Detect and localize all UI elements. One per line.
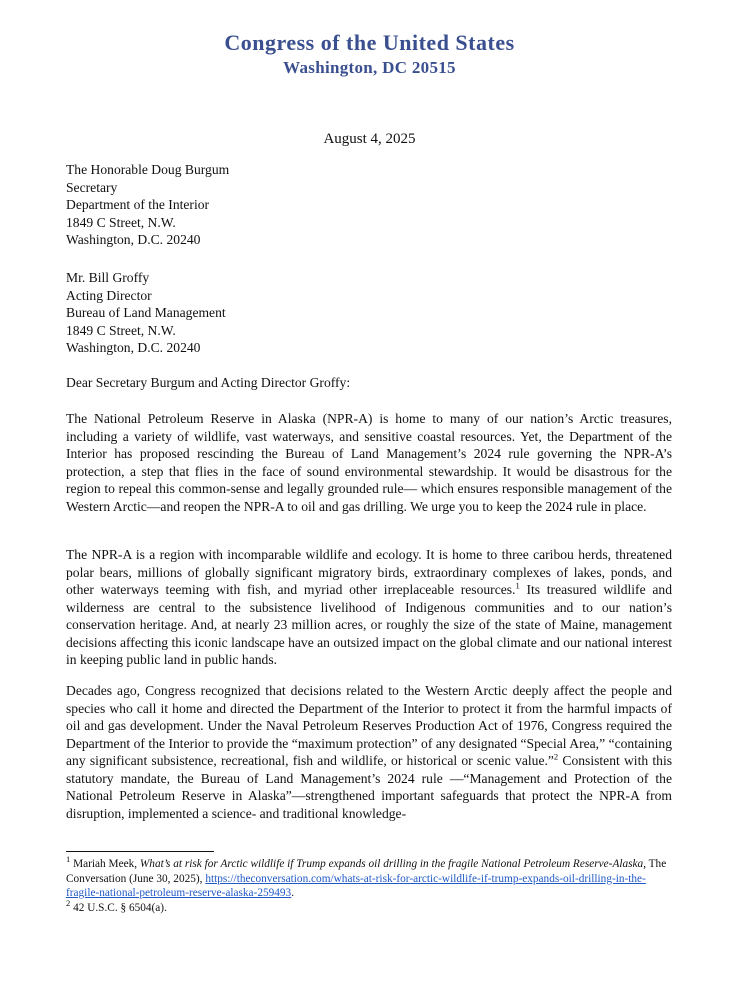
recipient-address-1 bbox=[66, 161, 229, 249]
salutation: Dear Secretary Burgum and Acting Director Groffy: bbox=[66, 375, 351, 390]
footnote-divider bbox=[66, 851, 214, 852]
address-line: 1849 C Street, N.W. bbox=[66, 322, 176, 338]
footnote-number: 1 bbox=[66, 854, 71, 865]
address-line: Mr. Bill Groffy bbox=[66, 270, 150, 285]
address-line: Washington, D.C. 20240 bbox=[66, 340, 201, 355]
footnotes bbox=[66, 854, 676, 915]
letter-date: August 4, 2025 bbox=[323, 131, 416, 147]
footnote-number: 2 bbox=[66, 897, 71, 908]
body-paragraph-3 bbox=[66, 682, 672, 822]
footnote-link[interactable]: https://theconversation.com/whats-at-risk-for-arctic-wildlife-if-trump-expands-oil-drilling-in-the-fragile-national-petroleum-reserve-alaska-259493 bbox=[66, 872, 646, 899]
footnote-text: 42 U.S.C. § 6504(a). bbox=[70, 901, 167, 914]
footnote-source: , The Conversation (June 30, 2025), bbox=[66, 858, 667, 885]
address-line: 1849 C Street, N.W. bbox=[66, 214, 176, 230]
address-line: Washington, D.C. 20240 bbox=[66, 232, 201, 247]
body-paragraph-1: The National Petroleum Reserve in Alaska (NPR-A) is home to many of our nation’s Arctic treasures, including a variety of wildlife, vast waterways, and sensitive coastal resources. Yet, the Department of the Interior has proposed rescinding the Bureau of Land Management’s 2024 rule governing the NPR-A’s protection, a step that flies in the face of sound environmental stewardship. It would be disastrous for the region to repeal this common-sense and legally grounded rule— which ensures responsible management of the Western Arctic—and reopen the NPR-A to oil and gas drilling. We urge you to keep the 2024 rule in place. bbox=[66, 411, 672, 514]
footnote-author: Mariah Meek, bbox=[70, 858, 140, 870]
address-line: Secretary bbox=[66, 179, 118, 195]
footnote-ref-2[interactable]: 2 bbox=[553, 751, 559, 762]
footnote-end: . bbox=[291, 887, 295, 899]
address-line: Department of the Interior bbox=[66, 197, 210, 212]
address-line: The Honorable Doug Burgum bbox=[66, 162, 230, 177]
footnote-article-title: What’s at risk for Arctic wildlife if Trump expands oil drilling in the fragile National Petroleum Reserve-Alaska bbox=[139, 858, 644, 870]
paragraph-text: Decades ago, Congress recognized that decisions related to the Western Arctic deeply affect the people and species who call it home and directed the Department of the Interior to protect it from the harmful impacts of oil and gas development. Under the Naval Petroleum Reserves Production Act of 1976, Congress required the Department of the Interior to provide the “maximum protection” of any designated “Special Area,” “containing any significant subsistence, recreational, fish and wildlife, or historical or scenic value.” bbox=[66, 683, 672, 768]
address-line: Bureau of Land Management bbox=[66, 305, 226, 320]
paragraph-text: Its treasured wildlife and wilderness are central to the subsistence livelihood of Indigenous communities and to our nation’s conservation heritage. And, at nearly 23 million acres, or roughly the size of the state of Maine, management decisions affecting this iconic landscape have an outsized impact on the global climate and our national interest in keeping public land in public hands. bbox=[66, 582, 672, 667]
footnote-1 bbox=[66, 854, 676, 901]
paragraph-text: The NPR-A is a region with incomparable wildlife and ecology. It is home to three caribou herds, threatened polar bears, millions of globally significant migratory birds, extraordinary complexes of lakes, ponds, and other waterways teeming with fish, and myriad other irreplaceable resources. bbox=[66, 547, 672, 597]
footnote-ref-1[interactable]: 1 bbox=[515, 580, 520, 591]
body-paragraph-2 bbox=[66, 546, 672, 669]
paragraph-text: Consistent with this statutory mandate, the Bureau of Land Management’s 2024 rule —“Management and Protection of the National Petroleum Reserve in Alaska”—strengthened important safeguards that protect the NPR-A from disruption, implemented a science- and traditional knowledge- bbox=[66, 753, 673, 821]
letterhead-subtitle: Washington, DC 20515 bbox=[283, 58, 456, 77]
letterhead-title: Congress of the United States bbox=[224, 30, 515, 55]
recipient-address-2 bbox=[66, 269, 226, 357]
footnote-2 bbox=[66, 897, 676, 916]
address-line: Acting Director bbox=[66, 287, 152, 303]
